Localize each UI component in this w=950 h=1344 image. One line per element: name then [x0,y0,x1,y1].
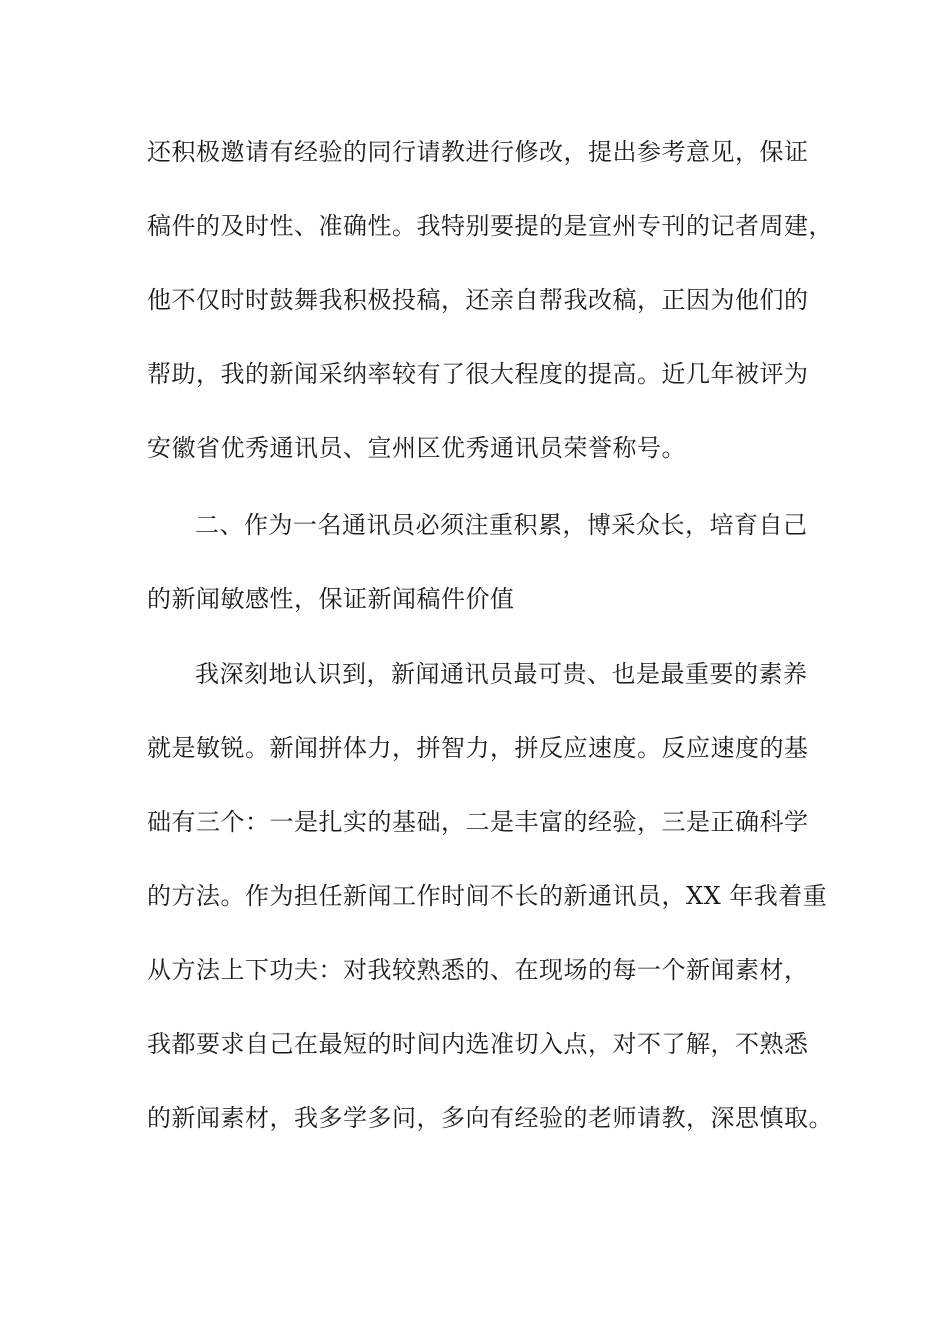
text-line: 帮助，我的新闻采纳率较有了很大程度的提高。近几年被评为 [147,360,809,388]
text-line: 我深刻地认识到，新闻通讯员最可贵、也是最重要的素养 [195,660,808,688]
text-line: 安徽省优秀通讯员、宣州区优秀通讯员荣誉称号。 [147,434,686,462]
text-line: 还积极邀请有经验的同行请教进行修改，提出参考意见，保证 [147,138,809,166]
text-line: 我都要求自己在最短的时间内选准切入点，对不了解，不熟悉 [147,1030,809,1058]
text-line: 稿件的及时性、准确性。我特别要提的是宣州专刊的记者周建， [147,212,833,240]
text-line: 的方法。作为担任新闻工作时间不长的新通讯员，XX 年我着重 [147,882,828,910]
text-line: 他不仅时时鼓舞我积极投稿，还亲自帮我改稿，正因为他们的 [147,286,809,314]
text-line: 从方法上下功夫：对我较熟悉的、在现场的每一个新闻素材， [147,956,809,984]
text-line: 就是敏锐。新闻拼体力，拼智力，拼反应速度。反应速度的基 [147,734,809,762]
text-line: 的新闻素材，我多学多问，多向有经验的老师请教，深思慎取。 [147,1104,833,1132]
text-line: 础有三个：一是扎实的基础，二是丰富的经验，三是正确科学 [147,808,809,836]
section-heading-line: 的新闻敏感性，保证新闻稿件价值 [147,585,515,613]
section-heading-line: 二、作为一名通讯员必须注重积累，博采众长，培育自己 [195,511,808,539]
